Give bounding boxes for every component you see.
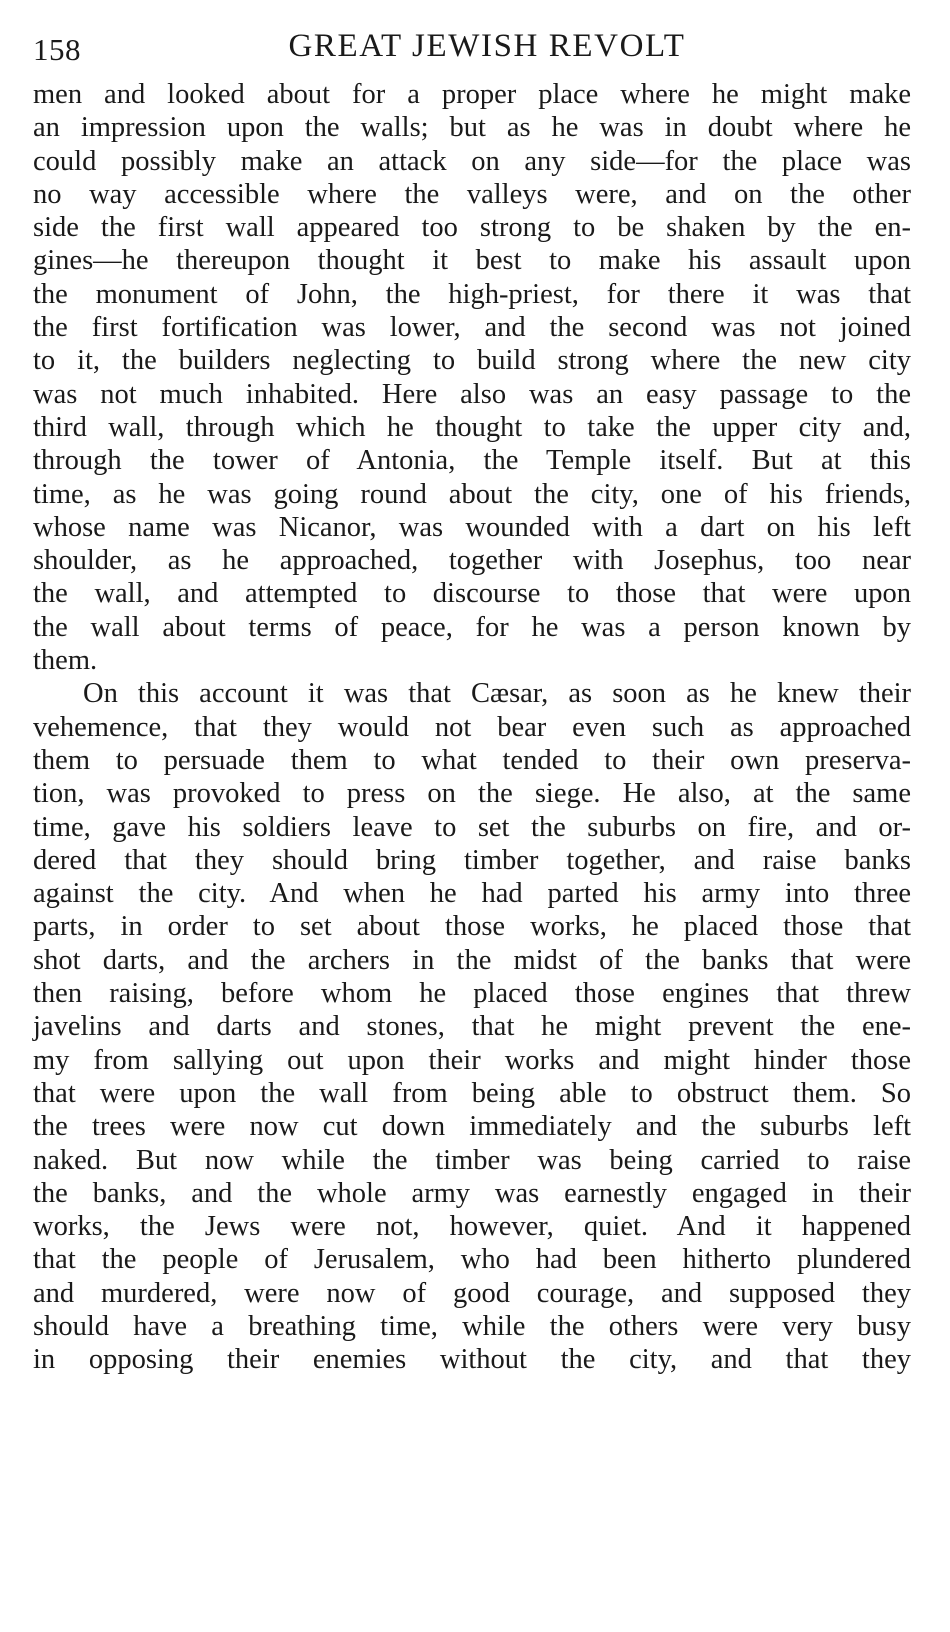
text-line: the trees were now cut down immediately and the suburbs left: [33, 1111, 911, 1143]
paragraph: [33, 677, 911, 1376]
text-line: the monument of John, the high-priest, for there it was that: [33, 278, 911, 310]
text-line: the first fortification was lower, and the second was not joined: [33, 312, 911, 344]
text-line: time, gave his soldiers leave to set the suburbs on fire, and or-: [33, 811, 911, 843]
text-line: side the first wall appeared too strong to be shaken by the en-: [33, 212, 911, 244]
text-line: works, the Jews were not, however, quiet. And it happened: [33, 1211, 911, 1243]
text-line: my from sallying out upon their works and might hinder those: [33, 1044, 911, 1076]
body-text: [33, 78, 911, 1377]
text-line: them.: [33, 645, 98, 677]
text-line: the wall, and attempted to discourse to those that were upon: [33, 578, 911, 610]
text-line: the banks, and the whole army was earnestly engaged in their: [33, 1177, 911, 1209]
text-line: whose name was Nicanor, was wounded with a dart on his left: [33, 511, 911, 543]
text-line: that the people of Jerusalem, who had been hitherto plundered: [33, 1244, 911, 1276]
page-number: 158: [33, 32, 81, 67]
text-line: shoulder, as he approached, together with Josephus, too near: [33, 545, 911, 577]
text-line: gines—he thereupon thought it best to make his assault upon: [33, 245, 911, 277]
text-line: tion, was provoked to press on the siege. He also, at the same: [33, 778, 911, 810]
text-line: then raising, before whom he placed those engines that threw: [33, 978, 911, 1010]
text-line: men and looked about for a proper place where he might make: [33, 79, 911, 110]
text-line: in opposing their enemies without the city, and that they: [33, 1344, 911, 1376]
text-line: against the city. And when he had parted his army into three: [33, 878, 911, 910]
text-line: third wall, through which he thought to take the upper city and,: [33, 411, 911, 443]
book-page: [33, 22, 911, 1377]
text-line: should have a breathing time, while the others were very busy: [33, 1310, 911, 1342]
text-line: no way accessible where the valleys were, and on the other: [33, 178, 911, 210]
text-line: the wall about terms of peace, for he was a person known by: [33, 611, 911, 643]
text-line: shot darts, and the archers in the midst of the banks that were: [33, 944, 911, 976]
text-line: an impression upon the walls; but as he was in doubt where he: [33, 112, 911, 144]
text-line: to it, the builders neglecting to build strong where the new city: [33, 345, 911, 377]
running-title: GREAT JEWISH REVOLT: [288, 28, 686, 64]
page-header: [33, 22, 911, 78]
text-line: was not much inhabited. Here also was an easy passage to the: [33, 378, 911, 410]
text-line: and murdered, were now of good courage, and supposed they: [33, 1277, 911, 1309]
text-line: could possibly make an attack on any side—for the place was: [33, 145, 911, 177]
text-line: javelins and darts and stones, that he might prevent the ene-: [33, 1011, 911, 1043]
paragraph: [33, 78, 911, 677]
text-line: parts, in order to set about those works, he placed those that: [33, 911, 911, 943]
text-line: that were upon the wall from being able to obstruct them. So: [33, 1077, 911, 1109]
text-line: time, as he was going round about the city, one of his friends,: [33, 478, 911, 510]
text-line: through the tower of Antonia, the Temple itself. But at this: [33, 445, 911, 477]
text-line: naked. But now while the timber was being carried to raise: [33, 1144, 911, 1176]
text-line: vehemence, that they would not bear even such as approached: [33, 711, 911, 743]
text-line: On this account it was that Cæsar, as soon as he knew their: [83, 678, 911, 710]
text-line: dered that they should bring timber together, and raise banks: [33, 844, 911, 876]
text-line: them to persuade them to what tended to their own preserva-: [33, 744, 911, 776]
